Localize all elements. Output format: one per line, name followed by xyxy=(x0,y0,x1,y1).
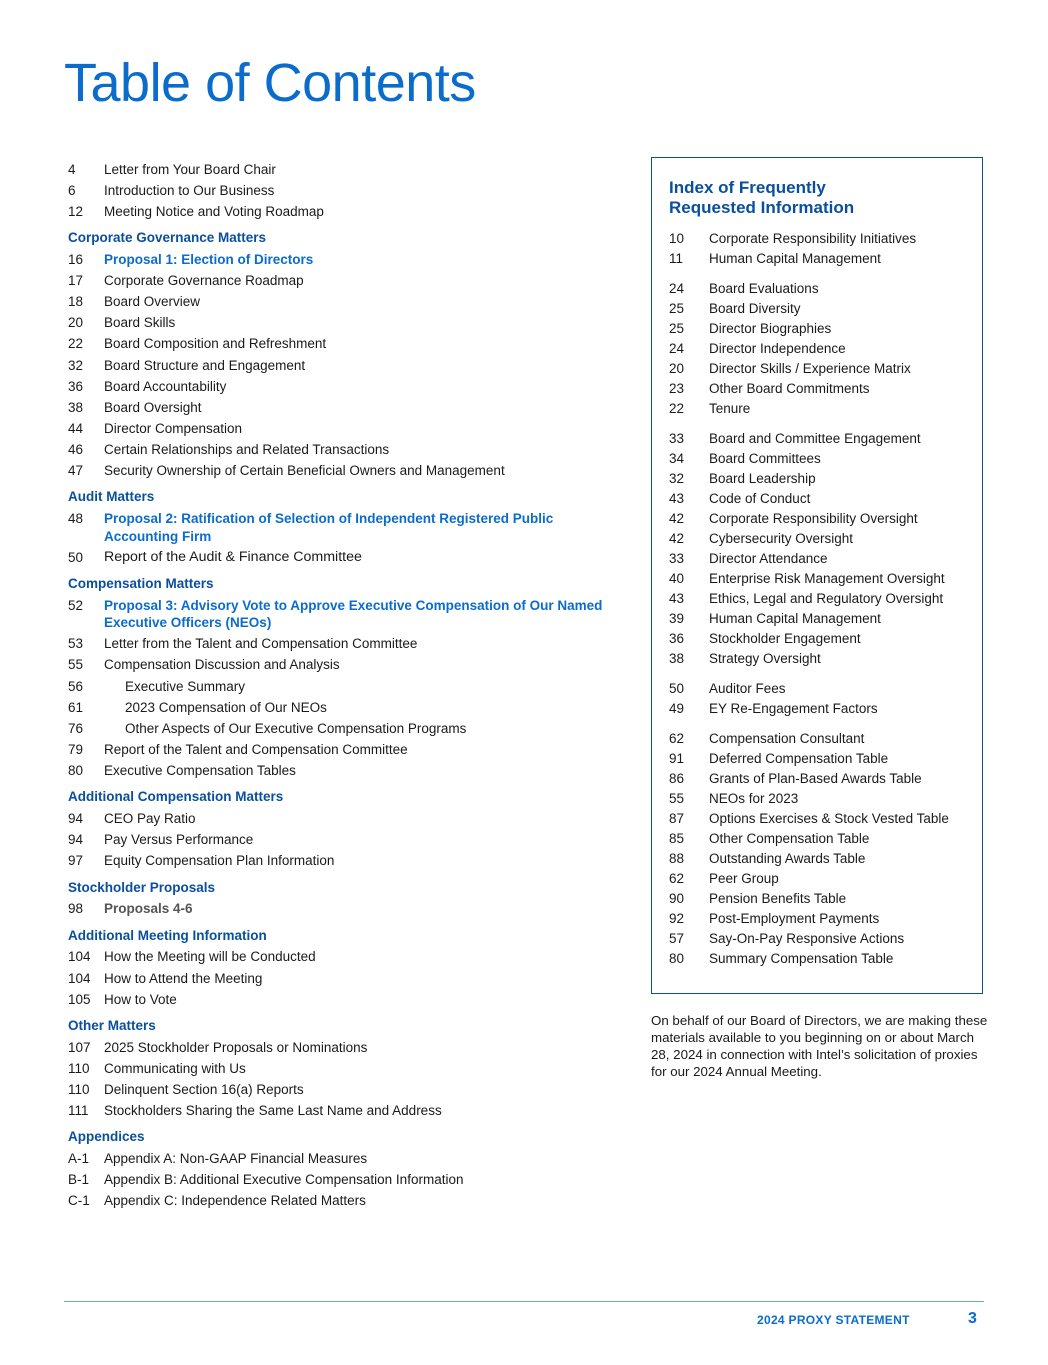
section-heading[interactable]: Audit Matters xyxy=(68,489,155,505)
index-entry[interactable] xyxy=(669,789,969,809)
section-heading[interactable]: Additional Meeting Information xyxy=(68,927,267,943)
toc-section xyxy=(68,925,628,1010)
index-group xyxy=(669,279,969,419)
page-number-ref: B-1 xyxy=(68,1172,90,1188)
toc-entry[interactable] xyxy=(68,418,628,439)
page-number-ref: 85 xyxy=(669,831,685,846)
entry-title: 2023 Compensation of Our NEOs xyxy=(125,699,327,715)
entry-title: Pay Versus Performance xyxy=(104,832,254,848)
toc-entry[interactable] xyxy=(68,508,628,547)
page-number-ref: 20 xyxy=(68,315,84,331)
toc-entry[interactable] xyxy=(68,270,628,291)
page-number-ref: 48 xyxy=(68,511,84,527)
page-number-ref: 25 xyxy=(669,301,685,316)
page-number-ref: 20 xyxy=(669,361,685,376)
index-entry[interactable] xyxy=(669,469,969,489)
entry-title: Proposals 4-6 xyxy=(104,901,193,917)
page-number-ref: 11 xyxy=(669,251,684,266)
entry-title: Report of the Audit & Finance Committee xyxy=(104,548,362,565)
entry-title: Executive Compensation Tables xyxy=(104,762,296,778)
index-entry[interactable] xyxy=(669,429,969,449)
toc-entry[interactable] xyxy=(68,947,628,968)
toc-entry[interactable] xyxy=(68,634,628,655)
index-entry[interactable] xyxy=(669,889,969,909)
index-group xyxy=(669,729,969,969)
page-number-ref: 36 xyxy=(68,378,84,394)
page-number-ref: 46 xyxy=(68,441,84,457)
index-group xyxy=(669,229,969,269)
page-number-ref: 24 xyxy=(669,281,685,296)
entry-title: Tenure xyxy=(709,401,751,416)
entry-title: Stockholder Engagement xyxy=(709,631,861,646)
page-number-ref: 25 xyxy=(669,321,685,336)
toc-entry[interactable] xyxy=(68,1058,628,1079)
entry-title: Outstanding Awards Table xyxy=(709,851,866,866)
toc-entry[interactable] xyxy=(68,808,628,829)
entry-title: Letter from the Talent and Compensation Committee xyxy=(104,636,418,652)
entry-title: Appendix C: Independence Related Matters xyxy=(104,1193,366,1209)
index-entry[interactable] xyxy=(669,649,969,669)
index-entry[interactable] xyxy=(669,339,969,359)
entry-title: Executive Summary xyxy=(125,678,246,694)
entry-title: CEO Pay Ratio xyxy=(104,811,196,827)
entry-title: Corporate Responsibility Initiatives xyxy=(709,231,917,246)
page-number-ref: 86 xyxy=(669,771,685,786)
page-number-ref: 50 xyxy=(68,549,84,565)
entry-title: Meeting Notice and Voting Roadmap xyxy=(104,203,324,219)
page-number-ref: 36 xyxy=(669,631,685,646)
entry-title: Ethics, Legal and Regulatory Oversight xyxy=(709,591,944,606)
index-entry[interactable] xyxy=(669,929,969,949)
toc-entry[interactable] xyxy=(68,760,628,781)
entry-title: Board Skills xyxy=(104,315,176,331)
toc-intro-list xyxy=(68,159,628,222)
entry-title: Compensation Discussion and Analysis xyxy=(104,657,340,673)
page-number-ref: 38 xyxy=(68,399,84,415)
page-number-ref: 39 xyxy=(669,611,685,626)
entry-title: Board Overview xyxy=(104,294,201,310)
section-heading[interactable]: Appendices xyxy=(68,1129,145,1145)
entry-title: Proposal 3: Advisory Vote to Approve Executive Compensation of Our Named Executive Officers (NEOs) xyxy=(104,597,603,631)
index-entry[interactable] xyxy=(669,829,969,849)
entry-title: Board Composition and Refreshment xyxy=(104,336,327,352)
toc-entry[interactable] xyxy=(68,201,628,222)
index-entry[interactable] xyxy=(669,509,969,529)
index-entry[interactable] xyxy=(669,629,969,649)
entry-title: Deferred Compensation Table xyxy=(709,751,889,766)
toc-section xyxy=(68,1015,628,1121)
index-entry[interactable] xyxy=(669,549,969,569)
index-entry[interactable] xyxy=(669,849,969,869)
index-entry[interactable] xyxy=(669,569,969,589)
entry-title: Appendix B: Additional Executive Compensation Information xyxy=(104,1172,464,1188)
page-number-ref: 55 xyxy=(669,791,685,806)
entry-title: Enterprise Risk Management Oversight xyxy=(709,571,945,586)
entry-title: Other Compensation Table xyxy=(709,831,870,846)
toc-entry[interactable] xyxy=(68,1190,628,1211)
index-entry[interactable] xyxy=(669,869,969,889)
index-entry[interactable] xyxy=(669,229,969,249)
entry-title: Auditor Fees xyxy=(709,681,786,696)
index-entry[interactable] xyxy=(669,279,969,299)
toc-section xyxy=(68,486,628,568)
index-group xyxy=(669,429,969,669)
index-entry[interactable] xyxy=(669,699,969,719)
page-number-ref: 50 xyxy=(669,681,685,696)
entry-title: Director Compensation xyxy=(104,420,243,436)
entry-title: How to Vote xyxy=(104,991,177,1007)
footer-label: 2024 PROXY STATEMENT xyxy=(757,1313,910,1327)
entry-title: Summary Compensation Table xyxy=(709,951,894,966)
entry-title: Director Skills / Experience Matrix xyxy=(709,361,911,376)
page-number-ref: 110 xyxy=(68,1060,90,1076)
toc-section xyxy=(68,877,628,920)
page-number-ref: 23 xyxy=(669,381,685,396)
index-entry[interactable] xyxy=(669,949,969,969)
entry-title: Certain Relationships and Related Transactions xyxy=(104,441,390,457)
page-number-ref: 24 xyxy=(669,341,685,356)
page-number-ref: 33 xyxy=(669,431,685,446)
page-number-ref: 52 xyxy=(68,597,84,613)
section-heading[interactable]: Corporate Governance Matters xyxy=(68,230,267,246)
entry-title: Director Independence xyxy=(709,341,846,356)
section-heading[interactable]: Additional Compensation Matters xyxy=(68,789,284,805)
toc-entry[interactable] xyxy=(68,291,628,312)
page-number-ref: 97 xyxy=(68,853,84,869)
entry-title: NEOs for 2023 xyxy=(709,791,799,806)
index-group xyxy=(669,679,969,719)
page-number-ref: 111 xyxy=(68,1102,89,1118)
entry-title: Proposal 2: Ratification of Selection of Independent Registered Public Accounting Firm xyxy=(104,511,554,544)
entry-title: Grants of Plan-Based Awards Table xyxy=(709,771,922,786)
entry-title: Compensation Consultant xyxy=(709,731,865,746)
entry-title: Board Diversity xyxy=(709,301,801,316)
toc-entry[interactable] xyxy=(68,1037,628,1058)
entry-title: Human Capital Management xyxy=(709,251,881,266)
index-entry[interactable] xyxy=(669,809,969,829)
page-number-ref: 43 xyxy=(669,591,685,606)
index-list xyxy=(669,229,969,979)
toc-entry[interactable] xyxy=(68,159,628,180)
entry-title: Other Board Commitments xyxy=(709,381,870,396)
page-number-ref: 80 xyxy=(68,762,84,778)
entry-title: Strategy Oversight xyxy=(709,651,821,666)
toc-entry[interactable] xyxy=(68,460,628,481)
toc-section xyxy=(68,227,628,481)
footer-divider xyxy=(64,1301,984,1302)
page-number-ref: 104 xyxy=(68,949,91,965)
page-number-ref: 4 xyxy=(68,161,76,177)
toc-entry[interactable] xyxy=(68,595,628,634)
entry-title: Code of Conduct xyxy=(709,491,811,506)
page-number-ref: C-1 xyxy=(68,1193,90,1209)
page-number-ref: 61 xyxy=(68,699,84,715)
index-entry[interactable] xyxy=(669,769,969,789)
entry-title: Corporate Responsibility Oversight xyxy=(709,511,918,526)
entry-title: Communicating with Us xyxy=(104,1060,246,1076)
index-entry[interactable] xyxy=(669,249,969,269)
entry-title: Board Committees xyxy=(709,451,821,466)
page-number-ref: 56 xyxy=(68,678,84,694)
entry-title: Appendix A: Non-GAAP Financial Measures xyxy=(104,1151,368,1167)
toc-entry[interactable] xyxy=(68,376,628,397)
entry-title: Stockholders Sharing the Same Last Name and Address xyxy=(104,1102,442,1118)
entry-title: Introduction to Our Business xyxy=(104,182,275,198)
toc-entry[interactable] xyxy=(68,739,628,760)
page-number-ref: 80 xyxy=(669,951,685,966)
index-entry[interactable] xyxy=(669,399,969,419)
index-title-line1: Index of Frequently xyxy=(669,178,826,197)
page-number-ref: 55 xyxy=(68,657,84,673)
index-entry[interactable] xyxy=(669,319,969,339)
entry-title: Pension Benefits Table xyxy=(709,891,847,906)
entry-title: How to Attend the Meeting xyxy=(104,970,263,986)
toc-entry[interactable] xyxy=(68,397,628,418)
page-number-ref: 107 xyxy=(68,1039,91,1055)
page-number-ref: 22 xyxy=(669,401,685,416)
index-title-line2: Requested Information xyxy=(669,198,855,217)
toc-entry[interactable] xyxy=(68,718,628,739)
entry-title: EY Re-Engagement Factors xyxy=(709,701,878,716)
toc-entry[interactable] xyxy=(68,355,628,376)
page-number-ref: 62 xyxy=(669,871,685,886)
toc-section xyxy=(68,573,628,781)
page-number-ref: 16 xyxy=(68,252,84,268)
section-heading[interactable]: Compensation Matters xyxy=(68,576,214,591)
entry-title: Board Evaluations xyxy=(709,281,819,296)
page-number-ref: 34 xyxy=(669,451,685,466)
toc-section xyxy=(68,786,628,871)
page-number-ref: 57 xyxy=(669,931,685,946)
toc-entry[interactable] xyxy=(68,968,628,989)
section-heading[interactable]: Stockholder Proposals xyxy=(68,879,216,895)
page-number-ref: 90 xyxy=(669,891,685,906)
page-number-ref: 62 xyxy=(669,731,685,746)
page-number-ref: 94 xyxy=(68,832,84,848)
toc-entry[interactable] xyxy=(68,899,628,920)
index-entry[interactable] xyxy=(669,609,969,629)
entry-title: Proposal 1: Election of Directors xyxy=(104,252,314,268)
index-entry[interactable] xyxy=(669,749,969,769)
toc-sections xyxy=(68,227,628,1211)
entry-title: Report of the Talent and Compensation Committee xyxy=(104,741,408,757)
page-number-ref: 33 xyxy=(669,551,685,566)
page-number-ref: 87 xyxy=(669,811,685,826)
page-number-ref: 38 xyxy=(669,651,685,666)
entry-title: How the Meeting will be Conducted xyxy=(104,949,316,965)
page-number-ref: 43 xyxy=(669,491,685,506)
toc-entry[interactable] xyxy=(68,547,628,568)
page-number-ref: 12 xyxy=(68,203,84,219)
index-title xyxy=(669,178,854,218)
index-entry[interactable] xyxy=(669,299,969,319)
index-box xyxy=(651,157,983,994)
table-of-contents xyxy=(68,159,628,1212)
toc-entry[interactable] xyxy=(68,334,628,355)
toc-entry[interactable] xyxy=(68,1148,628,1169)
page-number-ref: A-1 xyxy=(68,1151,90,1167)
page-number-ref: 79 xyxy=(68,741,84,757)
index-entry[interactable] xyxy=(669,449,969,469)
toc-entry[interactable] xyxy=(68,697,628,718)
toc-entry[interactable] xyxy=(68,676,628,697)
page-number-ref: 44 xyxy=(68,420,84,436)
toc-entry[interactable] xyxy=(68,180,628,201)
index-entry[interactable] xyxy=(669,379,969,399)
page-number-ref: 94 xyxy=(68,811,84,827)
toc-entry[interactable] xyxy=(68,1169,628,1190)
page-number-ref: 49 xyxy=(669,701,685,716)
page-number-ref: 110 xyxy=(68,1081,90,1097)
page-number: 3 xyxy=(968,1310,977,1327)
page-number-ref: 47 xyxy=(68,463,84,479)
page-number-ref: 92 xyxy=(669,911,685,926)
entry-title: Letter from Your Board Chair xyxy=(104,161,276,177)
page-number-ref: 88 xyxy=(669,851,685,866)
index-entry[interactable] xyxy=(669,489,969,509)
page-number-ref: 91 xyxy=(669,751,685,766)
entry-title: Peer Group xyxy=(709,871,779,886)
toc-entry[interactable] xyxy=(68,989,628,1010)
entry-title: Say-On-Pay Responsive Actions xyxy=(709,931,905,946)
entry-title: Post-Employment Payments xyxy=(709,911,880,926)
toc-entry[interactable] xyxy=(68,249,628,270)
page-number-ref: 32 xyxy=(68,357,84,373)
toc-entry[interactable] xyxy=(68,829,628,850)
toc-entry[interactable] xyxy=(68,655,628,676)
index-entry[interactable] xyxy=(669,529,969,549)
page-title: Table of Contents xyxy=(64,53,476,113)
entry-title: Options Exercises & Stock Vested Table xyxy=(709,811,949,826)
page-number-ref: 6 xyxy=(68,182,76,198)
entry-title: Board and Committee Engagement xyxy=(709,431,921,446)
page-number-ref: 98 xyxy=(68,901,84,917)
toc-entry[interactable] xyxy=(68,439,628,460)
entry-title: Equity Compensation Plan Information xyxy=(104,853,335,869)
entry-title: Board Leadership xyxy=(709,471,816,486)
index-entry[interactable] xyxy=(669,729,969,749)
entry-title: Board Oversight xyxy=(104,399,202,415)
toc-entry[interactable] xyxy=(68,313,628,334)
entry-title: Board Accountability xyxy=(104,378,227,394)
index-entry[interactable] xyxy=(669,909,969,929)
entry-title: Delinquent Section 16(a) Reports xyxy=(104,1081,304,1097)
entry-title: Director Biographies xyxy=(709,321,832,336)
toc-entry[interactable] xyxy=(68,850,628,871)
index-entry[interactable] xyxy=(669,359,969,379)
index-entry[interactable] xyxy=(669,679,969,699)
page-number-ref: 53 xyxy=(68,636,84,652)
page-number-ref: 32 xyxy=(669,471,685,486)
entry-title: Corporate Governance Roadmap xyxy=(104,273,304,289)
page-number-ref: 40 xyxy=(669,571,685,586)
page-number-ref: 22 xyxy=(68,336,84,352)
page-number-ref: 42 xyxy=(669,531,685,546)
entry-title: Director Attendance xyxy=(709,551,828,566)
toc-entry[interactable] xyxy=(68,1100,628,1121)
page-number-ref: 17 xyxy=(68,273,84,289)
page-number-ref: 18 xyxy=(68,294,84,310)
page-number-ref: 104 xyxy=(68,970,91,986)
distribution-note: On behalf of our Board of Directors, we are making these materials available to you beginning on or about March 28, 2024 in connection with Intel’s solicitation of proxies for our 2024 Annual Meeting. xyxy=(651,1013,988,1079)
entry-title: Other Aspects of Our Executive Compensation Programs xyxy=(125,720,467,736)
page-number-ref: 10 xyxy=(669,231,685,246)
toc-entry[interactable] xyxy=(68,1079,628,1100)
toc-section xyxy=(68,1126,628,1211)
section-heading[interactable]: Other Matters xyxy=(68,1017,156,1033)
page-number-ref: 76 xyxy=(68,720,84,736)
entry-title: Security Ownership of Certain Beneficial Owners and Management xyxy=(104,463,505,479)
entry-title: 2025 Stockholder Proposals or Nominations xyxy=(104,1039,368,1055)
index-entry[interactable] xyxy=(669,589,969,609)
entry-title: Board Structure and Engagement xyxy=(104,357,306,373)
page-number-ref: 42 xyxy=(669,511,685,526)
entry-title: Human Capital Management xyxy=(709,611,881,626)
entry-title: Cybersecurity Oversight xyxy=(709,531,854,546)
page-number-ref: 105 xyxy=(68,991,91,1007)
